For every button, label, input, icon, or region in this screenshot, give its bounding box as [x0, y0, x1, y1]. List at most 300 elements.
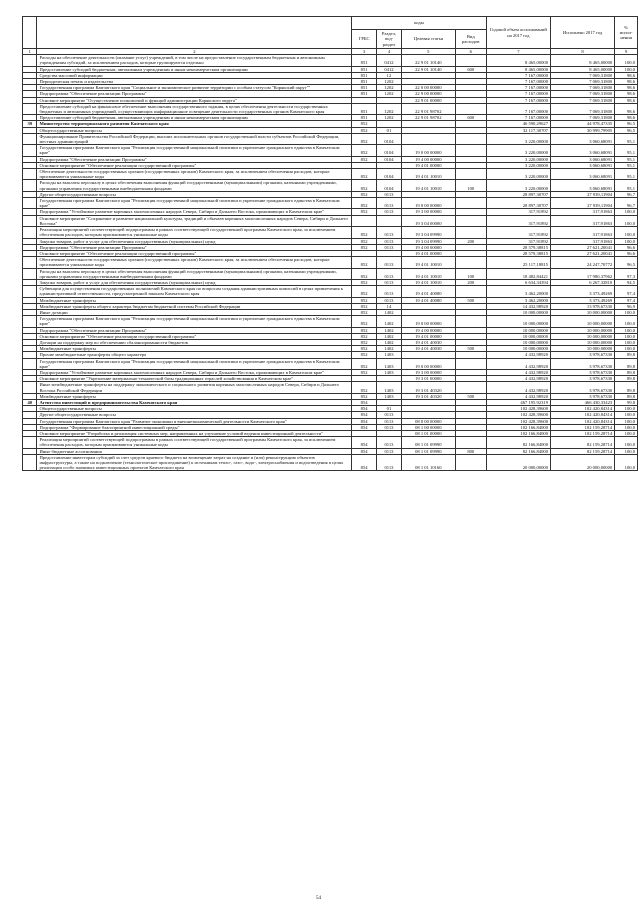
executed-amount: 3 060,68091	[550, 162, 614, 168]
target-article-code: 19 4 01 00000	[401, 162, 455, 168]
grbs-code: 851	[352, 115, 377, 121]
planned-amount: 28 897,30707	[486, 198, 550, 209]
section-code: 0113	[377, 418, 402, 424]
expense-name: Государственная программа Камчатского края "Реализация государственной национальной политики и укрепление гражданского единства в Камчатском крае"	[37, 358, 352, 369]
section-code: 0113	[377, 257, 402, 268]
executed-amount: 7 069,31800	[550, 79, 614, 85]
row-index	[23, 103, 37, 114]
expense-name: Другие общегосударственные вопросы	[37, 191, 352, 197]
planned-amount: 4 432,98920	[486, 393, 550, 399]
grbs-code: 854	[352, 448, 377, 454]
grbs-code: 852	[352, 180, 377, 191]
execution-percent: 94,5	[615, 279, 638, 285]
execution-percent: 100,0	[615, 454, 638, 471]
section-code: 0113	[377, 238, 402, 244]
column-number: 7	[486, 49, 550, 55]
target-article-code: 22 9 01 10140	[401, 66, 455, 72]
execution-percent: 96,5	[615, 121, 638, 127]
planned-amount: 20 000,00000	[486, 454, 550, 471]
table-row	[23, 358, 638, 369]
execution-percent: 95,1	[615, 180, 638, 191]
expense-name: Иные дотации	[37, 309, 352, 315]
execution-percent: 96,7	[615, 191, 638, 197]
executed-amount: 102 420,84314	[550, 406, 614, 412]
execution-percent: 100,0	[615, 316, 638, 327]
grbs-code: 854	[352, 454, 377, 471]
row-index	[23, 382, 37, 393]
grbs-code: 854	[352, 412, 377, 418]
planned-amount: 317,91892	[486, 215, 550, 226]
planned-amount: 3 220,00000	[486, 169, 550, 180]
planned-amount: 102 166,84000	[486, 431, 550, 437]
section-code: 1202	[377, 85, 402, 91]
target-article-code: 19 4 00 00000	[401, 244, 455, 250]
target-article-code: 19 4 01 10010	[401, 279, 455, 285]
execution-percent: 89,8	[615, 369, 638, 375]
grbs-code: 852	[352, 303, 377, 309]
planned-amount: 28 897,30707	[486, 191, 550, 197]
expense-type-code	[455, 358, 486, 369]
expense-type-code	[455, 198, 486, 209]
target-article-code: 19 3 01 40320	[401, 393, 455, 399]
table-row	[23, 198, 638, 209]
executed-amount: 27 621,20041	[550, 250, 614, 256]
expense-type-code	[455, 215, 486, 226]
target-article-code: 22 9 01 98702	[401, 103, 455, 114]
expense-name: Расходы на выплаты персоналу в целях обеспечения выполнения функций государственными (муниципальными) органами, казенными учреждениями, органами управления государственными внебюджетными фондами	[37, 268, 352, 279]
table-row	[23, 382, 638, 393]
table-row	[23, 454, 638, 471]
planned-amount: 82 166,84000	[486, 437, 550, 448]
section-code: 1403	[377, 382, 402, 393]
execution-percent: 98,6	[615, 85, 638, 91]
executed-amount: 30 999,79905	[550, 127, 614, 133]
section-code: 1402	[377, 333, 402, 339]
executed-amount: 44 978,47335	[550, 121, 614, 127]
executed-amount: 3 978,67330	[550, 376, 614, 382]
planned-amount: 7 167,00000	[486, 97, 550, 103]
target-article-code: 19 3 00 00000	[401, 209, 455, 215]
header-codes-group: коды	[352, 17, 487, 30]
planned-amount: 32 117,30707	[486, 127, 550, 133]
planned-amount: 7 167,00000	[486, 91, 550, 97]
executed-amount: 24 247,70772	[550, 257, 614, 268]
executed-amount: 7 069,31800	[550, 85, 614, 91]
planned-amount: 4 432,98920	[486, 382, 550, 393]
executed-amount: 3 373,49269	[550, 297, 614, 303]
execution-percent: 100,0	[615, 209, 638, 215]
executed-amount: 10 000,00000	[550, 327, 614, 333]
grbs-code: 851	[352, 103, 377, 114]
header-razdel: Раздел, под-раздел	[377, 30, 402, 49]
section-code: 0104	[377, 169, 402, 180]
expense-name: Расходы на обеспечение деятельности (оказание услуг) учреждений, в том числе на предоставление государственным бюджетным и автономным учреждениям субсидий, за исключением расходов, которые группируются отдельно	[37, 55, 352, 66]
executed-amount: 102 159,28714	[550, 431, 614, 437]
header-exec: Исполнено 2017 год	[550, 17, 614, 49]
executed-amount: 102 420,84314	[550, 412, 614, 418]
planned-amount: 317,91892	[486, 227, 550, 238]
section-code: 1403	[377, 393, 402, 399]
grbs-code: 851	[352, 85, 377, 91]
expense-type-code: 200	[455, 238, 486, 244]
section-code: 1202	[377, 79, 402, 85]
target-article-code: 19 3 00 00000	[401, 369, 455, 375]
planned-amount: 4 432,98920	[486, 358, 550, 369]
row-index	[23, 227, 37, 238]
header-name-blank	[37, 17, 352, 49]
target-article-code: 19 4 01 00000	[401, 333, 455, 339]
section-code: 0104	[377, 145, 402, 156]
expense-name: Общегосударственные вопросы	[37, 406, 352, 412]
grbs-code: 852	[352, 297, 377, 303]
grbs-code: 854	[352, 437, 377, 448]
expense-name: Функционирование Правительства Российской Федерации, высших исполнительных органов государственной власти субъектов Российской Федерации, местных администраций	[37, 133, 352, 144]
planned-amount: 102 166,84000	[486, 424, 550, 430]
execution-percent: 100,0	[615, 437, 638, 448]
grbs-code: 854	[352, 399, 377, 405]
expense-name: Основное мероприятие "Укрепление материально-технической базы традиционных отраслей хозяйствования в Камчатском крае"	[37, 376, 352, 382]
expense-name: Агентство инвестиций и предпринимательства Камчатского края	[37, 399, 352, 405]
section-code: 1402	[377, 327, 402, 333]
grbs-code: 852	[352, 352, 377, 358]
executed-amount: 466 430,33423	[550, 399, 614, 405]
expense-name: Подпрограмма "Обеспечение реализации Программы"	[37, 91, 352, 97]
grbs-code: 851	[352, 66, 377, 72]
table-body	[23, 55, 638, 471]
section-code: 0113	[377, 244, 402, 250]
planned-amount: 10 000,00000	[486, 339, 550, 345]
expense-name: Закупка товаров, работ и услуг для обеспечения государственных (муниципальных) нужд	[37, 279, 352, 285]
expense-name: Прочие межбюджетные трансферты общего характера	[37, 352, 352, 358]
expense-name: Подпрограмма "Устойчивое развитие коренных малочисленных народов Севера, Сибири и Дальнего Востока, проживающих в Камчатском крае"	[37, 209, 352, 215]
section-code: 0113	[377, 424, 402, 430]
expense-name: Предоставление субсидий бюджетным, автономным учреждениям и иным некоммерческим организациям	[37, 66, 352, 72]
row-index: 40	[23, 399, 37, 405]
planned-amount: 467 195,92319	[486, 399, 550, 405]
executed-amount: 102 159,28714	[550, 424, 614, 430]
executed-amount: 317,91863	[550, 209, 614, 215]
executed-amount: 7 069,31800	[550, 115, 614, 121]
budget-table	[22, 16, 638, 471]
execution-percent: 100,0	[615, 309, 638, 315]
section-code: 0104	[377, 156, 402, 162]
grbs-code: 851	[352, 79, 377, 85]
grbs-code: 852	[352, 268, 377, 279]
grbs-code: 852	[352, 382, 377, 393]
execution-percent: 100,0	[615, 412, 638, 418]
execution-percent: 95,1	[615, 169, 638, 180]
section-code: 01	[377, 127, 402, 133]
section-code: 0113	[377, 191, 402, 197]
target-article-code: 19 4 00 00000	[401, 327, 455, 333]
execution-percent: 96,7	[615, 198, 638, 209]
execution-percent: 95,1	[615, 133, 638, 144]
executed-amount: 10 000,00000	[550, 333, 614, 339]
expense-type-code	[455, 55, 486, 66]
planned-amount: 10 000,00000	[486, 346, 550, 352]
expense-name: Государственная программа Камчатского края "Социальное и экономическое развитие территории с особым статусом "Корякский округ""	[37, 85, 352, 91]
executed-amount: 102 420,84314	[550, 418, 614, 424]
execution-percent: 100,0	[615, 215, 638, 226]
grbs-code: 852	[352, 309, 377, 315]
section-code	[377, 215, 402, 226]
expense-type-code	[455, 454, 486, 471]
expense-type-code: 200	[455, 279, 486, 285]
target-article-code: 19 4 01 10010	[401, 268, 455, 279]
grbs-code: 852	[352, 209, 377, 215]
execution-percent: 100,0	[615, 238, 638, 244]
execution-percent: 100,0	[615, 66, 638, 72]
grbs-code: 852	[352, 393, 377, 399]
target-article-code: 19 4 00 00000	[401, 156, 455, 162]
grbs-code: 851	[352, 91, 377, 97]
executed-amount: 8 465,00000	[550, 55, 614, 66]
planned-amount: 14 432,98920	[486, 303, 550, 309]
expense-name: Основное мероприятие "Разработка и реализация системных мер, направленных на улучшение условий ведения инвестиционной деятельности"	[37, 431, 352, 437]
expense-name: Основное мероприятие "Осуществление полномочий и функций администрации Корякского округа"	[37, 97, 352, 103]
executed-amount: 3 060,68091	[550, 156, 614, 162]
planned-amount: 18 482,84421	[486, 268, 550, 279]
expense-type-code	[455, 103, 486, 114]
expense-name: Основное мероприятие "Сохранение и развитие национальной культуры, традиций и обычаев коренных малочисленных народов Севера, Сибири и Дальнего Востока"	[37, 215, 352, 226]
expense-name: Основное мероприятие "Обеспечение реализации государственной программы"	[37, 333, 352, 339]
executed-amount: 3 978,67330	[550, 352, 614, 358]
execution-percent: 97,4	[615, 286, 638, 297]
target-article-code: 19 4 01 40030	[401, 346, 455, 352]
target-article-code: 19 0 00 00000	[401, 316, 455, 327]
table-row	[23, 215, 638, 226]
column-number: 6	[455, 49, 486, 55]
table-row	[23, 169, 638, 180]
target-article-code: 19 4 01 00000	[401, 250, 455, 256]
expense-name: Государственная программа Камчатского края "Реализация государственной национальной политики и укрепление гражданского единства в Камчатском крае"	[37, 316, 352, 327]
executed-amount: 317,91863	[550, 227, 614, 238]
grbs-code: 852	[352, 198, 377, 209]
target-article-code: 08 1 01 00000	[401, 431, 455, 437]
executed-amount: 3 373,49269	[550, 286, 614, 297]
planned-amount: 10 000,00000	[486, 333, 550, 339]
table-row	[23, 268, 638, 279]
expense-name: Обеспечение деятельности государственных органов (государственных органов) Камчатского края, за исключением обеспечения расходов, которые присваиваются уникальные коды	[37, 169, 352, 180]
planned-amount: 28 579,38815	[486, 250, 550, 256]
grbs-code: 852	[352, 346, 377, 352]
row-index	[23, 133, 37, 144]
target-article-code: 08 1 00 00000	[401, 424, 455, 430]
target-article-code: 22 9 01 10140	[401, 55, 455, 66]
execution-percent: 100,0	[615, 431, 638, 437]
grbs-code: 852	[352, 333, 377, 339]
executed-amount: 3 978,67330	[550, 382, 614, 393]
row-index	[23, 257, 37, 268]
planned-amount: 3 220,00000	[486, 156, 550, 162]
target-article-code: 22 9 01 98702	[401, 115, 455, 121]
grbs-code: 852	[352, 169, 377, 180]
section-code: 0104	[377, 133, 402, 144]
column-number: 9	[615, 49, 638, 55]
planned-amount: 82 166,84000	[486, 448, 550, 454]
expense-type-code: 600	[455, 66, 486, 72]
planned-amount: 102 428,39600	[486, 406, 550, 412]
expense-name: Другие общегосударственные вопросы	[37, 412, 352, 418]
executed-amount: 8 465,00000	[550, 66, 614, 72]
expense-name: Дотации на поддержку мер по обеспечению сбалансированности бюджетов	[37, 339, 352, 345]
expense-name: Иные межбюджетные трансферты на поддержку экономического и социального развития коренных малочисленных народов Севера, Сибири и Дальнего Востока Российской Федерации	[37, 382, 352, 393]
executed-amount: 3 978,67330	[550, 369, 614, 375]
column-number: 1	[23, 49, 37, 55]
execution-percent: 100,0	[615, 339, 638, 345]
executed-amount: 3 060,68091	[550, 180, 614, 191]
target-article-code: 22 0 00 00000	[401, 85, 455, 91]
executed-amount: 27 939,11904	[550, 191, 614, 197]
target-article-code: 19 4 01 40080	[401, 286, 455, 297]
execution-percent: 89,8	[615, 358, 638, 369]
execution-percent: 99,8	[615, 399, 638, 405]
executed-amount: 13 978,67330	[550, 303, 614, 309]
expense-name: Закупка товаров, работ и услуг для обеспечения государственных (муниципальных) нужд	[37, 238, 352, 244]
row-index: 39	[23, 121, 37, 127]
planned-amount: 3 220,00000	[486, 180, 550, 191]
expense-type-code: 100	[455, 268, 486, 279]
execution-percent: 89,8	[615, 376, 638, 382]
planned-amount: 10 000,00000	[486, 309, 550, 315]
grbs-code: 854	[352, 418, 377, 424]
target-article-code: 19 4 01 10010	[401, 169, 455, 180]
table-row	[23, 286, 638, 297]
expense-type-code	[455, 227, 486, 238]
section-code: 1202	[377, 91, 402, 97]
grbs-code: 852	[352, 257, 377, 268]
section-code: 0113	[377, 268, 402, 279]
expense-name: Иные бюджетные ассигнования	[37, 448, 352, 454]
executed-amount: 6 267,32810	[550, 279, 614, 285]
column-number: 8	[550, 49, 614, 55]
header-target-article: Целевая статья	[401, 30, 455, 49]
expense-type-code	[455, 316, 486, 327]
planned-amount: 8 465,00000	[486, 55, 550, 66]
expense-type-code: 500	[455, 297, 486, 303]
expense-type-code	[455, 169, 486, 180]
section-code: 0113	[377, 297, 402, 303]
column-number: 3	[352, 49, 377, 55]
expense-type-code	[455, 145, 486, 156]
planned-amount: 7 167,00000	[486, 103, 550, 114]
expense-name: Субвенции для осуществления государственных полномочий Камчатского края по вопросам создания административных комиссий в целях привлечения к административной ответственности, предусмотренной законом Камчатского края	[37, 286, 352, 297]
section-code: 0412	[377, 55, 402, 66]
grbs-code	[352, 215, 377, 226]
expense-type-code	[455, 133, 486, 144]
target-article-code: 19 4 01 10010	[401, 180, 455, 191]
execution-percent: 98,6	[615, 79, 638, 85]
section-code: 0113	[377, 198, 402, 209]
section-code: 14	[377, 303, 402, 309]
section-code: 1403	[377, 358, 402, 369]
execution-percent: 98,6	[615, 97, 638, 103]
target-article-code: 19 4 01 40080	[401, 297, 455, 303]
row-index	[23, 180, 37, 191]
planned-amount: 46 590,29627	[486, 121, 550, 127]
target-article-code: 19 3 01 00000	[401, 376, 455, 382]
section-code: 0113	[377, 209, 402, 215]
row-index	[23, 145, 37, 156]
section-code: 01	[377, 406, 402, 412]
grbs-code: 852	[352, 327, 377, 333]
table-row	[23, 55, 638, 66]
row-index	[23, 286, 37, 297]
row-index	[23, 198, 37, 209]
section-code: 0113	[377, 227, 402, 238]
expense-name: Реализация мероприятий соответствующей подпрограммы в рамках соответствующей государственной программы Камчатского края, за исключением обеспечения расходов, которым присваиваются уникальные коды	[37, 227, 352, 238]
expense-name: Общегосударственные вопросы	[37, 127, 352, 133]
execution-percent: 89,8	[615, 352, 638, 358]
executed-amount: 20 000,00000	[550, 454, 614, 471]
planned-amount: 4 432,98920	[486, 369, 550, 375]
execution-percent: 100,0	[615, 406, 638, 412]
header-index-blank	[23, 17, 37, 49]
header-grbs: ГРБС	[352, 30, 377, 49]
row-index	[23, 169, 37, 180]
target-article-code: 08 1 01 09990	[401, 448, 455, 454]
planned-amount: 6 634,34394	[486, 279, 550, 285]
expense-name: Предоставление субсидий на финансовое обеспечение выполнения государственного задания, в целях обеспечения деятельности государственных бюджетных и автономных учреждений, осуществляющих информационное освещение деятельности государственных органов Камчатского края	[37, 103, 352, 114]
expense-name: Министерство территориального развития Камчатского края	[37, 121, 352, 127]
expense-type-code: 800	[455, 448, 486, 454]
planned-amount: 8 465,00000	[486, 66, 550, 72]
expense-name: Межбюджетные трансферты	[37, 393, 352, 399]
expense-type-code: 500	[455, 393, 486, 399]
grbs-code: 852	[352, 244, 377, 250]
executed-amount: 7 069,31800	[550, 103, 614, 114]
grbs-code: 852	[352, 238, 377, 244]
expense-type-code: 600	[455, 115, 486, 121]
budget-sheet	[22, 16, 638, 471]
section-code: 0113	[377, 279, 402, 285]
target-article-code: 19 0 00 00000	[401, 198, 455, 209]
execution-percent: 100,0	[615, 227, 638, 238]
grbs-code: 852	[352, 358, 377, 369]
expense-name: Подпрограмма "Устойчивое развитие коренных малочисленных народов Севера, Сибири и Дальнего Востока, проживающих в Камчатском крае"	[37, 369, 352, 375]
expense-name: Реализация мероприятий соответствующей подпрограммы в рамках соответствующей государственной программы Камчатского края, за исключением обеспечения расходов, которым присваиваются уникальные коды	[37, 437, 352, 448]
section-code: 1402	[377, 309, 402, 315]
executed-amount: 10 000,00000	[550, 346, 614, 352]
execution-percent: 98,6	[615, 91, 638, 97]
execution-percent: 89,8	[615, 382, 638, 393]
expense-name: Межбюджетные трансферты общего характера бюджетам бюджетной системы Российской Федерации	[37, 303, 352, 309]
planned-amount: 7 167,00000	[486, 115, 550, 121]
planned-amount: 3 220,00000	[486, 133, 550, 144]
planned-amount: 317,91892	[486, 209, 550, 215]
target-article-code: 22 9 00 00000	[401, 91, 455, 97]
column-number: 5	[401, 49, 455, 55]
execution-percent: 95,1	[615, 145, 638, 156]
executed-amount: 27 939,11904	[550, 198, 614, 209]
executed-amount: 3 060,68091	[550, 145, 614, 156]
planned-amount: 3 462,20000	[486, 297, 550, 303]
target-article-code: 19 4 01 40030	[401, 339, 455, 345]
header-pct: % испол-нения	[615, 17, 638, 49]
header-expense-type: Вид расходов	[455, 30, 486, 49]
section-code: 0412	[377, 66, 402, 72]
expense-name: Предоставление инвесторам субсидий за счет средств краевого бюджета на возмещение затрат на создание и (или) реконструкцию объектов инфраструктуры, а также на подключение (технологическое присоединение) к источникам тепло-, газо-, водо-, электроснабжения и водоотведения в целях реализации особо значимых инвестиционных проектов Камчатского края	[37, 454, 352, 471]
grbs-code: 852	[352, 145, 377, 156]
planned-amount: 28 579,38815	[486, 244, 550, 250]
execution-percent: 100,0	[615, 346, 638, 352]
target-article-code: 08 0 00 00000	[401, 418, 455, 424]
expense-name: Периодическая печать и издательства	[37, 79, 352, 85]
table-row	[23, 180, 638, 191]
grbs-code: 852	[352, 127, 377, 133]
grbs-code: 852	[352, 156, 377, 162]
execution-percent: 95,1	[615, 162, 638, 168]
